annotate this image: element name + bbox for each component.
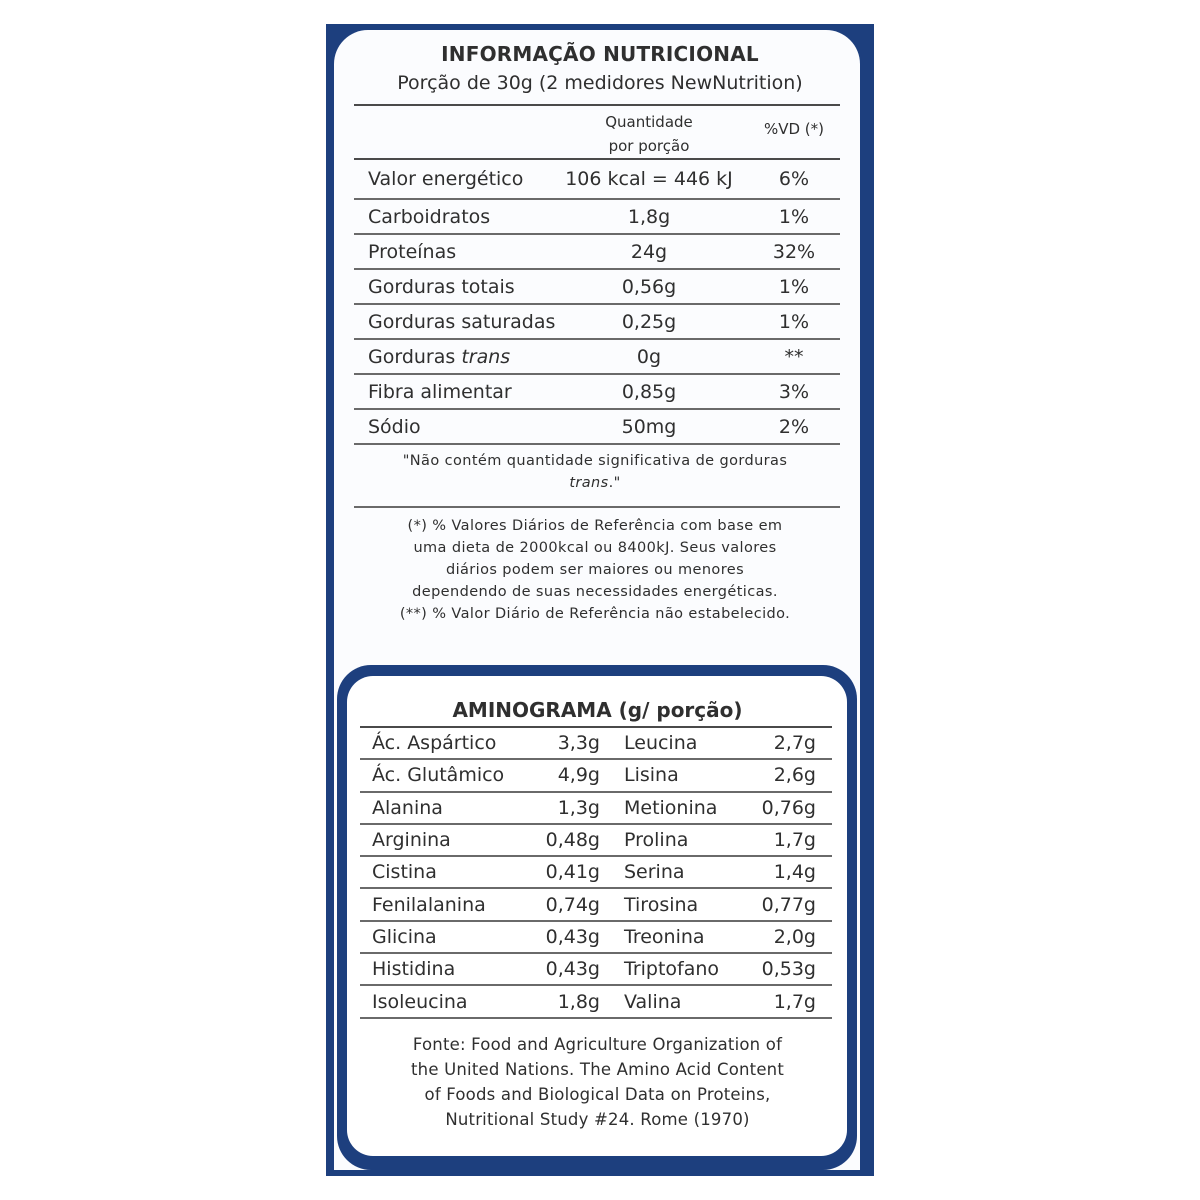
trans-italic: trans (461, 345, 511, 368)
source-citation: Fonte: Food and Agriculture Organization of the United Nations. The Amino Acid Content of Foods and Biological Data on Proteins, Nutritional Study #24. Rome (1970) (411, 1035, 784, 1129)
amino-name: Alanina (372, 796, 443, 819)
nutrient-name: Proteínas (368, 240, 457, 263)
nutrient-vd: 3% (778, 380, 810, 403)
quantity-column-header: Quantidade por porção (605, 113, 693, 155)
amino-name: Arginina (372, 829, 451, 852)
portion-size: Porção de 30g (2 medidores NewNutrition) (397, 72, 803, 94)
nutrient-name: Valor energético (368, 168, 524, 190)
nutrition-row (354, 375, 840, 410)
amino-name: Metionina (624, 796, 718, 819)
amino-name: Leucina (624, 732, 698, 755)
nutrient-name: Carboidratos (368, 205, 491, 228)
amino-value: 1,7g (773, 829, 816, 852)
nutrition-row (354, 160, 840, 200)
aminogram-row (360, 760, 832, 792)
nutrition-row (354, 305, 840, 340)
nutrition-table (354, 104, 840, 445)
nutrition-row (354, 200, 840, 235)
nutrient-name: Sódio (368, 415, 421, 438)
aminogram-row (360, 922, 832, 954)
nutrient-amount: 0,56g (621, 275, 677, 298)
aminogram-row (360, 889, 832, 921)
nutrition-row (354, 235, 840, 270)
nutrient-amount: 0,85g (621, 380, 677, 403)
amino-name: Serina (624, 861, 685, 884)
amino-value: 2,0g (773, 925, 816, 948)
amino-value: 0,48g (545, 829, 600, 852)
nutrient-vd: 6% (778, 168, 810, 190)
aminogram-row (360, 728, 832, 760)
aminogram-title: AMINOGRAMA (g/ porção) (452, 698, 743, 722)
amino-value: 3,3g (557, 732, 600, 755)
nutrient-vd: 32% (772, 240, 816, 263)
nutrition-table-header (354, 106, 840, 160)
amino-name: Ác. Aspártico (372, 732, 497, 755)
nutrition-title: INFORMAÇÃO NUTRICIONAL (441, 42, 759, 66)
nutrient-name: Gorduras saturadas (368, 310, 556, 333)
nutrient-vd: 1% (778, 310, 810, 333)
nutrient-amount: 0g (636, 345, 662, 368)
nutrient-vd: 1% (778, 205, 810, 228)
amino-value: 0,74g (545, 893, 600, 916)
nutrient-amount: 106 kcal = 446 kJ (565, 168, 733, 190)
amino-value: 1,4g (773, 861, 816, 884)
nutrient-vd: 1% (778, 275, 810, 298)
amino-value: 1,7g (773, 990, 816, 1013)
amino-name: Triptofano (624, 958, 720, 981)
nutrient-amount: 1,8g (627, 205, 671, 228)
reference-note: (*) % Valores Diários de Referência com base em uma dieta de 2000kcal ou 8400kJ. Seus valores diários podem ser maiores ou menores dependendo de suas necessidades energéticas. (**) % Valor Diário de Referência não estabelecido. (399, 518, 791, 622)
amino-name: Cistina (372, 861, 437, 884)
amino-name: Ác. Glutâmico (372, 764, 505, 787)
amino-name: Tirosina (624, 893, 699, 916)
aminogram-row (360, 857, 832, 889)
amino-name: Fenilalanina (372, 893, 486, 916)
amino-value: 1,3g (557, 796, 600, 819)
amino-value: 0,53g (761, 958, 816, 981)
nutrition-row (354, 410, 840, 445)
nutrient-amount: 0,25g (621, 310, 677, 333)
divider (354, 506, 840, 508)
amino-value: 4,9g (557, 764, 600, 787)
amino-name: Lisina (624, 764, 679, 787)
aminogram-table (360, 726, 832, 1019)
amino-value: 1,8g (557, 990, 600, 1013)
amino-name: Histidina (372, 958, 456, 981)
amino-name: Glicina (372, 925, 437, 948)
amino-name: Isoleucina (372, 990, 468, 1013)
amino-value: 0,43g (545, 958, 600, 981)
amino-value: 0,77g (761, 893, 816, 916)
amino-value: 2,6g (773, 764, 816, 787)
amino-name: Prolina (624, 829, 689, 852)
amino-name: Valina (624, 990, 682, 1013)
nutrition-row (354, 270, 840, 305)
trans-fat-note: "Não contém quantidade significativa de gorduras trans." (402, 453, 788, 491)
nutrient-vd: 2% (778, 415, 810, 438)
amino-value: 2,7g (773, 732, 816, 755)
amino-value: 0,41g (545, 861, 600, 884)
aminogram-row (360, 954, 832, 986)
nutrient-amount: 24g (630, 240, 668, 263)
aminogram-row (360, 986, 832, 1018)
nutrient-name: Gorduras totais (368, 275, 515, 298)
aminogram-row (360, 793, 832, 825)
amino-name: Treonina (624, 925, 705, 948)
amino-value: 0,76g (761, 796, 816, 819)
nutrient-vd: ** (784, 345, 804, 368)
nutrient-name: Gorduras trans (368, 345, 511, 368)
vd-column-header: %VD (*) (763, 120, 825, 138)
nutrient-amount: 50mg (621, 415, 677, 438)
nutrient-name: Fibra alimentar (368, 380, 512, 403)
nutrition-row (354, 340, 840, 375)
amino-value: 0,43g (545, 925, 600, 948)
aminogram-row (360, 825, 832, 857)
